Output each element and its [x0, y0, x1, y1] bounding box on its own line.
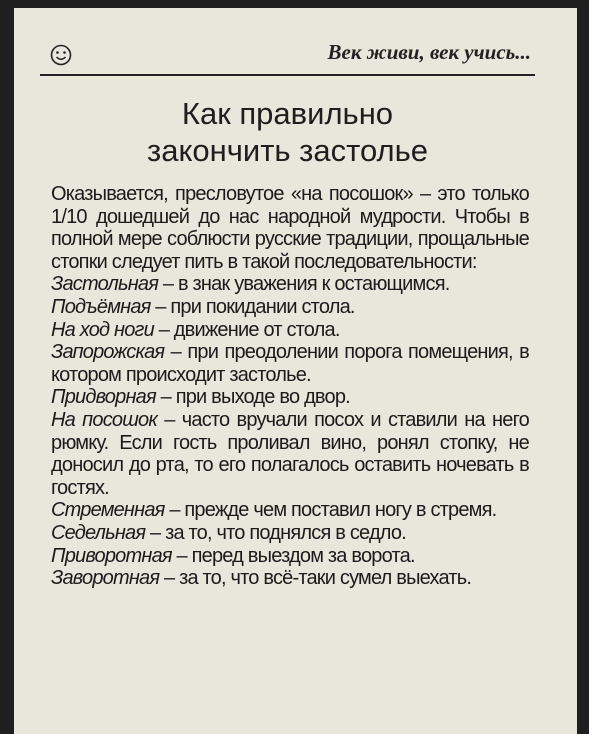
toast-item [51, 341, 529, 386]
toast-term: Заворотная [51, 567, 160, 590]
toast-description: – за то, что поднялся в седло. [145, 521, 406, 544]
toast-description: – в знак уважения к остающимся. [158, 273, 450, 296]
toast-item [51, 319, 529, 342]
toast-item [51, 567, 529, 590]
toast-term: Запорожская [51, 341, 165, 364]
toast-description: – движение от стола. [153, 318, 340, 341]
toast-term: Стременная [51, 499, 165, 522]
toast-description: – часто вручали посох и ставили на него рюмку. Если гость проливал вино, ронял стопку, не доносил до рта, то его полагалось оставить ночевать в гостях. [51, 408, 529, 499]
article-title [40, 95, 535, 169]
smiley-icon [50, 44, 72, 66]
toast-description: – при преодолении порога помещения, в котором происходит застолье. [51, 341, 529, 386]
toast-item [51, 499, 529, 522]
intro-paragraph: Оказывается, пресловутое «на посошок» – это только 1/10 дошедшей до нас народной мудрости. Чтобы в полной мере соблюсти русские традиции, прощальные стопки следует пить в такой последовательности: [51, 183, 529, 273]
toast-list [51, 273, 529, 589]
toast-item [51, 522, 529, 545]
toast-item [51, 273, 529, 296]
toast-description: – прежде чем поставил ногу в стремя. [164, 499, 497, 522]
article-body [51, 183, 529, 590]
toast-item [51, 409, 529, 499]
toast-term: Подъёмная [51, 295, 151, 318]
article-title-line-2: закончить застолье [147, 133, 428, 168]
toast-description: – за то, что всё-таки сумел выехать. [159, 567, 472, 590]
toast-term: Седельная [51, 521, 146, 544]
toast-term: Застольная [51, 273, 159, 296]
toast-item [51, 296, 529, 319]
toast-term: Придворная [51, 386, 156, 409]
toast-description: – при покидании стола. [150, 295, 355, 318]
toast-term: Приворотная [51, 544, 172, 567]
toast-term: На посошок [51, 408, 157, 431]
toast-description: – перед выездом за ворота. [171, 544, 415, 567]
toast-description: – при выходе во двор. [155, 386, 350, 409]
article-title-line-1: Как правильно [181, 96, 394, 131]
rubric-title: Век живи, век учись... [327, 40, 531, 64]
toast-item [51, 545, 529, 568]
rubric-header [40, 34, 535, 76]
toast-term: На ход ноги [51, 318, 154, 341]
toast-item [51, 386, 529, 409]
